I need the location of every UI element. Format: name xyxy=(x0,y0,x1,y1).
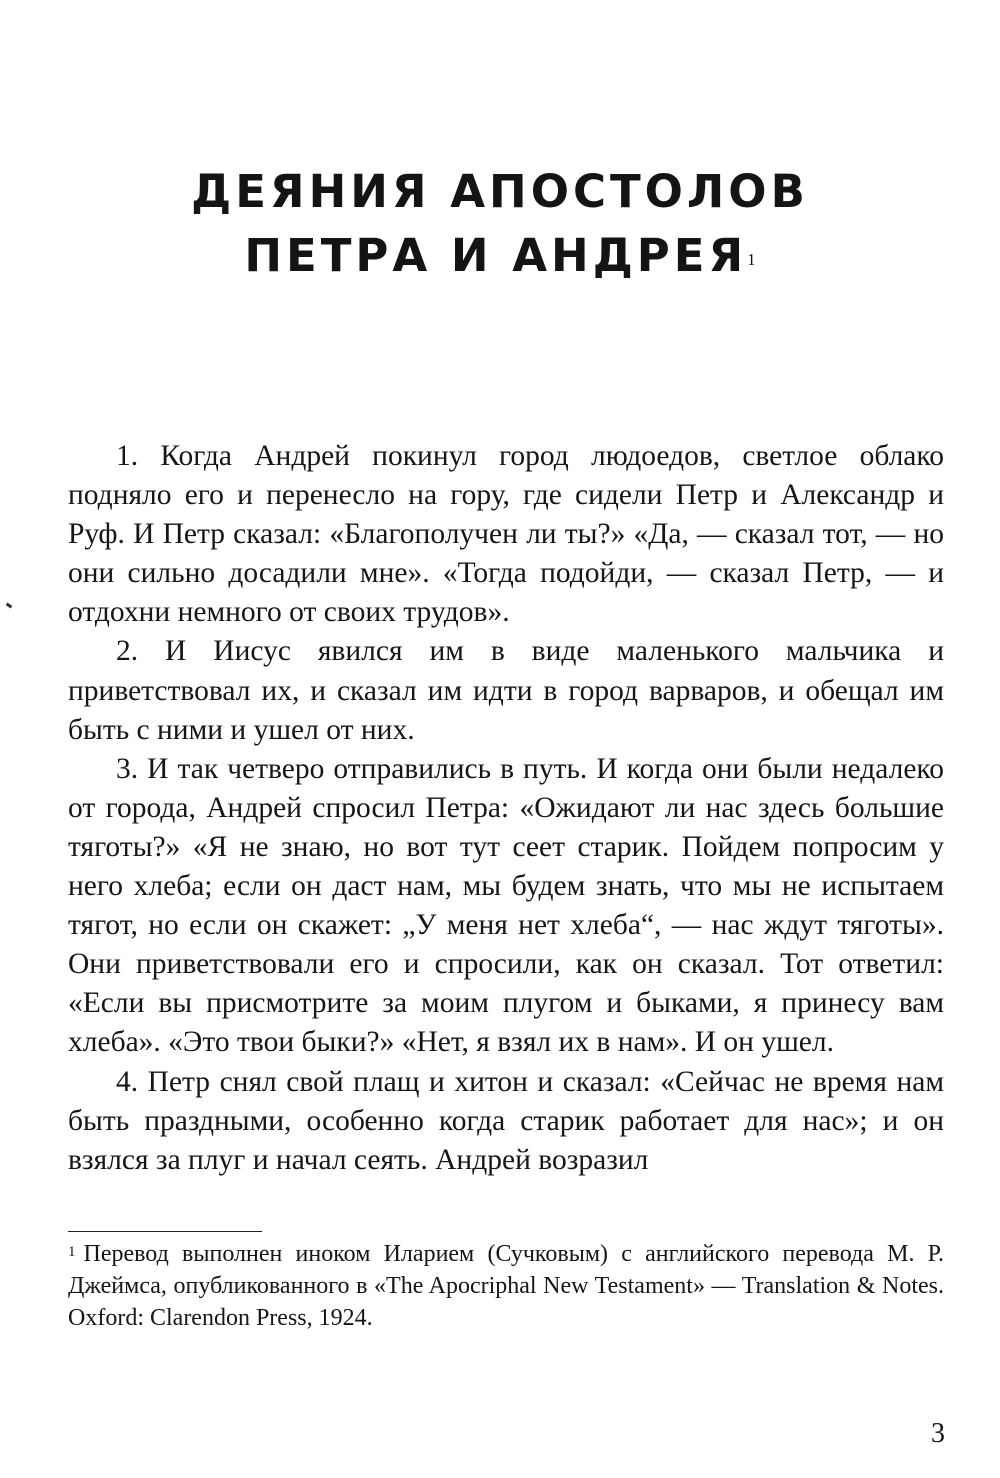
page-number: 3 xyxy=(931,1418,945,1449)
paragraph-2: 2. И Иисус явился им в виде маленького мальчика и приветствовал их, и сказал им идти в город варваров, и обещал им быть с ними и ушел от них. xyxy=(68,635,944,746)
footnote-separator xyxy=(68,1231,262,1232)
chapter-title-line-1: ДЕЯНИЯ АПОСТОЛОВ xyxy=(191,165,809,218)
chapter-title xyxy=(0,160,1000,288)
body-text xyxy=(68,437,944,1180)
paragraph-1: 1. Когда Андрей покинул город людоедов, светлое облако подняло его и перенесло на гору, где сидели Петр и Александр и Руф. И Петр сказал: «Благополучен ли ты?» «Да, — сказал тот, — но они сильно досадили мне». «Тогда подойди, — сказал Петр, — и отдохни немного от своих трудов». xyxy=(68,440,944,629)
chapter-title-line-2 xyxy=(0,224,1000,288)
footnote-marker: 1 xyxy=(68,1244,76,1260)
paragraph-4: 4. Петр снял свой плащ и хитон и сказал: «Сейчас не время нам быть праздными, особенно когда старик работает для нас»; и он взялся за плуг и начал сеять. Андрей возразил xyxy=(68,1065,944,1176)
paragraph-3: 3. И так четверо отправились в путь. И когда они были недалеко от города, Андрей спросил Петра: «Ожидают ли нас здесь большие тяготы?» «Я не знаю, но вот тут сеет старик. Пойдем попросим у него хлеба; если он даст нам, мы будем знать, что мы не испытаем тягот, но если он скажет: „У меня нет хлеба“, — нас ждут тяготы». Они приветствовали его и спросили, как он сказал. Тот ответил: «Если вы присмотрите за моим плугом и быками, я принесу вам хлеба». «Это твои быки?» «Нет, я взял их в нам». И он ушел. xyxy=(68,752,944,1059)
title-footnote-ref: 1 xyxy=(747,250,756,269)
chapter-title-line-2-text: ПЕТРА И АНДРЕЯ xyxy=(244,229,748,282)
scan-speck xyxy=(6,603,13,609)
footnote-text: Перевод выполнен иноком Иларием (Сучковым) с английского перевода М. Р. Джеймса, опубликованного в «The Apocriphal New Testament» — Translation & Notes. Oxford: Clarendon Press, 1924. xyxy=(68,1241,944,1331)
footnote xyxy=(68,1238,944,1334)
